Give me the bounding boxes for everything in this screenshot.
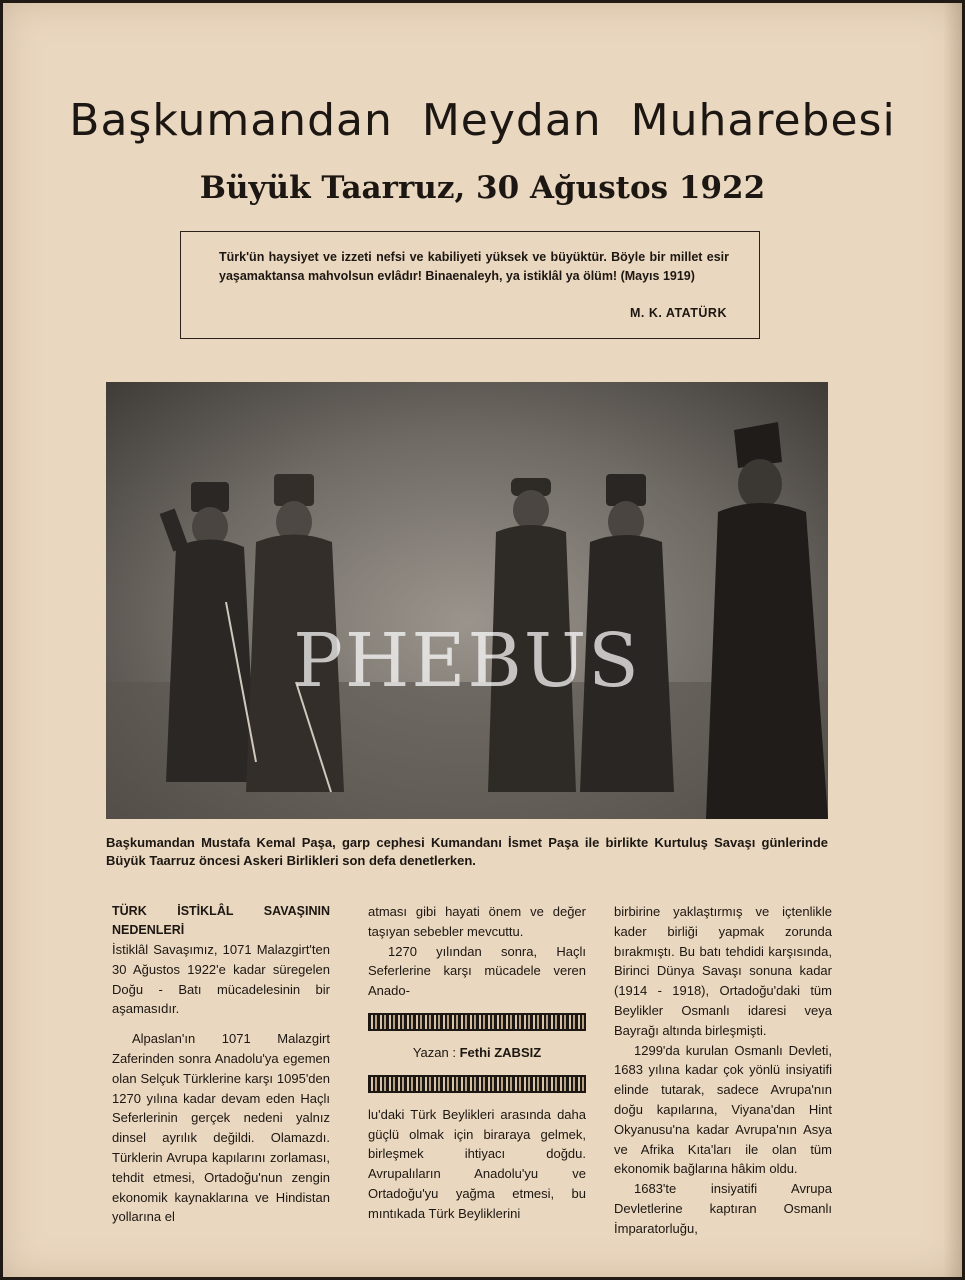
article-column-2: [368, 902, 586, 1224]
author-byline: [368, 1043, 586, 1063]
page-subtitle: Büyük Taarruz, 30 Ağustos 1922: [199, 170, 766, 206]
photo-illustration: [106, 382, 828, 819]
photo-caption: Başkumandan Mustafa Kemal Paşa, garp cephesi Kumandanı İsmet Paşa ile birlikte Kurtuluş Savaşı günlerinde Büyük Taarruz öncesi Askeri Birlikleri son defa denetlerken.: [106, 835, 828, 868]
paragraph: lu'daki Türk Beylikleri arasında daha güçlü olmak için biraraya gelmek, birleşmek ihtiyacı doğdu. Avrupalıların Anadolu'yu ve Ortadoğu'yu yağma etmesi, bu mıntıkada Türk Beyliklerini: [368, 1106, 586, 1221]
section-heading: TÜRK İSTİKLÂL SAVAŞININ NEDENLERİ: [112, 904, 330, 937]
paragraph: 1683'te insiyatifi Avrupa Devletlerine kaptıran Osmanlı İmparatorluğu,: [614, 1181, 832, 1236]
quote-box: [180, 231, 760, 339]
page-title: Başkumandan Meydan Muharebesi: [69, 95, 896, 146]
watermark-text: PHEBUS: [293, 618, 641, 704]
byline-name: Fethi ZABSIZ: [459, 1044, 542, 1060]
paragraph: birbirine yaklaştırmış ve içtenlikle kader birliği yapmak zorunda bırakmıştı. Bu batı tehdidi karşısında, Birinci Dünya Savaşı sonuna kadar (1914 - 1918), Ortadoğu'daki tüm Beylikler Osmanlı idaresi veya Bayrağı altında birleşmişti.: [614, 904, 832, 1038]
byline-prefix: Yazan :: [412, 1044, 456, 1060]
decorative-divider-top: [368, 1013, 586, 1031]
paragraph: 1299'da kurulan Osmanlı Devleti, 1683 yılına kadar çok yönlü insiyatifi elinde tutarak, sadece Avrupa'nın doğu kapılarına, Viyana'dan Hint Okyanusu'na kadar Avrupa'nın Asya ve Afrika Kıta'ları ile olan tüm ekonomik bağlarına hâkim oldu.: [614, 1042, 832, 1177]
quote-author: M. K. ATATÜRK: [630, 306, 727, 320]
historical-photo: [106, 382, 828, 819]
article-column-3: [614, 902, 832, 1239]
article-column-1: [112, 902, 330, 1227]
paragraph: 1270 yılından sonra, Haçlı Seferlerine karşı mücadele veren Anado-: [368, 943, 586, 999]
quote-text: Türk'ün haysiyet ve izzeti nefsi ve kabiliyeti yüksek ve büyüktür. Böyle bir millet esir yaşamaktansa mahvolsun evlâdır! Binaenaleyh, ya istiklâl ya ölüm! (Mayıs 1919): [219, 250, 729, 283]
paragraph: atması gibi hayati önem ve değer taşıyan sebebler mevcuttu.: [368, 904, 586, 939]
paragraph: Alpaslan'ın 1071 Malazgirt Zaferinden sonra Anadolu'ya egemen olan Selçuk Türklerine karşı 1095'den 1270 yılına kadar devam eden Haçlı Seferlerinin gerçek nedeni yalnız dinsel ayrılık değildi. Olamazdı. Türklerin Avrupa kapılarını zorlaması, tehdit etmesi, Ortadoğu'nun zengin ekonomik kaynaklarına ve Hindistan yollarına el: [112, 1031, 330, 1225]
decorative-divider-bottom: [368, 1075, 586, 1093]
paragraph: İstiklâl Savaşımız, 1071 Malazgirt'ten 30 Ağustos 1922'e kadar süregelen Doğu - Batı mücadelesinin bir aşamasıdır.: [112, 942, 330, 1017]
